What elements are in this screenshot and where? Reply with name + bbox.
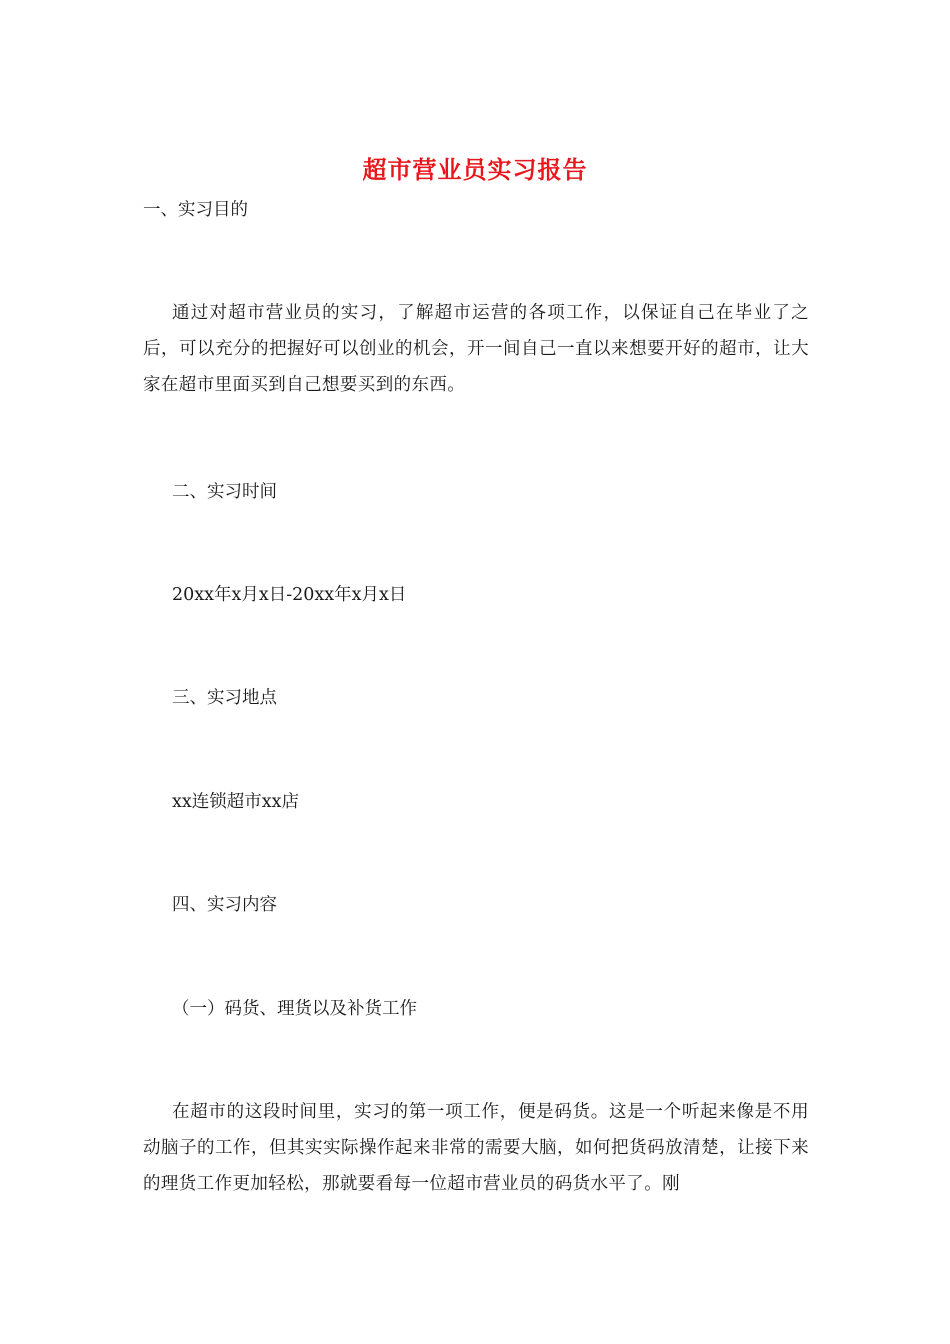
section-heading-purpose: 一、实习目的 (143, 200, 248, 220)
internship-dates: 20xx年x月x日-20xx年x月x日 (172, 585, 407, 605)
subsection-heading-stocking: （一）码货、理货以及补货工作 (172, 999, 417, 1019)
paragraph-stocking: 在超市的这段时间里，实习的第一项工作，便是码货。这是一个听起来像是不用动脑子的工作，但其实实际操作起来非常的需要大脑，如何把货码放清楚，让接下来的理货工作更加轻松，那就要看每一位超市营业员的码货水平了。刚 (143, 1102, 809, 1194)
document-title: 超市营业员实习报告 (362, 155, 588, 184)
section-heading-content: 四、实习内容 (172, 895, 277, 915)
internship-location: xx连锁超市xx店 (172, 792, 299, 812)
section-heading-location: 三、实习地点 (172, 688, 277, 708)
paragraph-purpose: 通过对超市营业员的实习，了解超市运营的各项工作，以保证自己在毕业了之后，可以充分的把握好可以创业的机会，开一间自己一直以来想要开好的超市，让大家在超市里面买到自己想要买到的东西。 (143, 303, 809, 395)
section-heading-time: 二、实习时间 (172, 482, 277, 502)
